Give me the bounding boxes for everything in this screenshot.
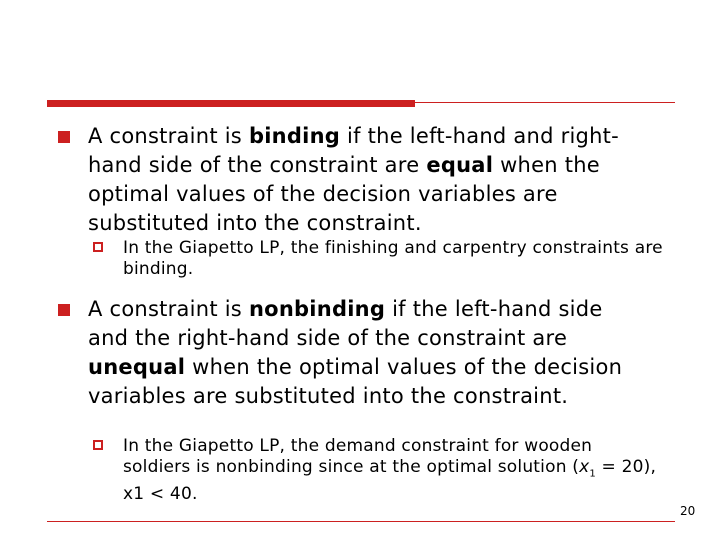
page-number: 20 [680, 504, 696, 518]
sub-bullet-text: In the Giapetto LP, the finishing and carpentry constraints are binding. [123, 238, 663, 279]
bullet-text: A constraint is [88, 124, 249, 148]
term-equal: equal [426, 153, 494, 177]
sub-bullet-text: = 20), x1 < 40. [123, 457, 657, 505]
hollow-square-bullet-icon [93, 440, 103, 450]
bullet-binding [88, 122, 648, 238]
title-accent-bar [47, 100, 415, 107]
variable-x: x [579, 457, 590, 477]
bullet-text: if the left-hand side and the right-hand side of the constraint are [88, 297, 603, 350]
term-binding: binding [248, 124, 341, 148]
term-nonbinding: nonbinding [248, 297, 386, 321]
sub-bullet-binding-example [123, 238, 663, 280]
sub-bullet-text: In the Giapetto LP, the demand constraint for wooden soldiers is nonbinding since at the optimal solution ( [123, 436, 593, 477]
hollow-square-bullet-icon [93, 242, 103, 252]
filled-square-bullet-icon [58, 304, 70, 316]
bullet-text: A constraint is [88, 297, 249, 321]
sub-bullet-nonbinding-example [123, 436, 663, 505]
footer-rule [47, 521, 675, 522]
variable-subscript: 1 [589, 468, 596, 480]
title-rule [415, 102, 675, 103]
term-unequal: unequal [88, 355, 186, 379]
bullet-text: when the optimal values of the decision variables are substituted into the constraint. [88, 355, 623, 408]
bullet-nonbinding [88, 295, 648, 411]
bullet-text: if the left-hand and right-hand side of the constraint are [88, 124, 619, 177]
bullet-text: when the optimal values of the decision variables are substituted into the constraint. [88, 153, 600, 235]
filled-square-bullet-icon [58, 131, 70, 143]
